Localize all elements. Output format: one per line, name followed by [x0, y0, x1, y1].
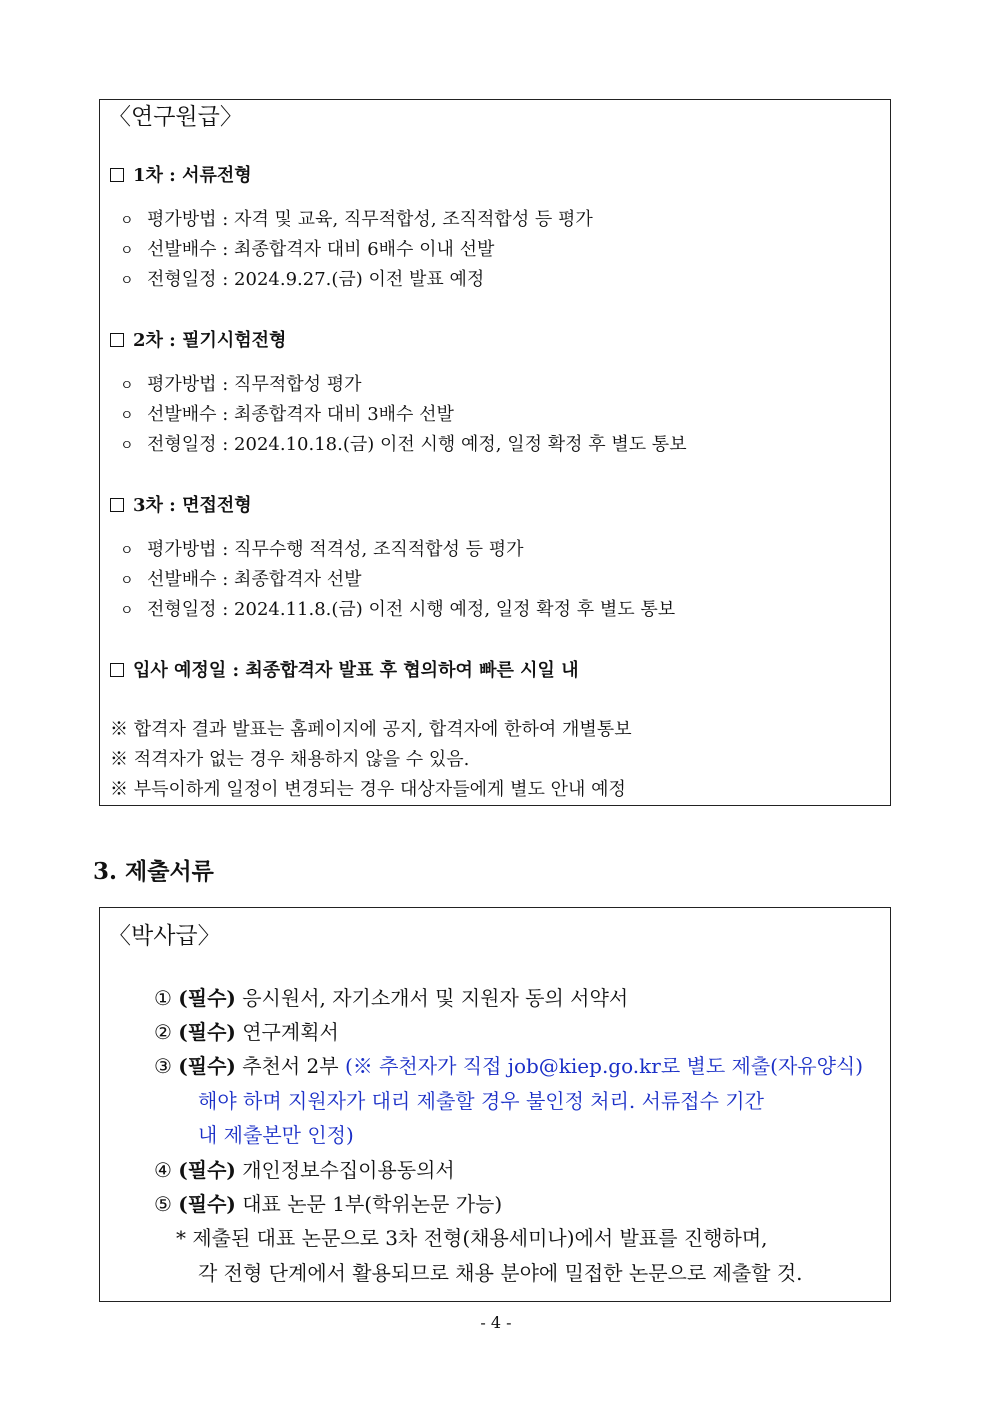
stage3-heading: [110, 497, 252, 515]
doc-item-5: ⑤ (필수) 대표 논문 1부(학위논문 가능): [154, 1192, 503, 1216]
circled-number-3: ③: [154, 1054, 172, 1078]
phd-header: 〈박사급〉: [108, 923, 221, 949]
stage2-item-2: ㅇ 선발배수 : 최종합격자 대비 3배수 선발: [120, 404, 454, 425]
circle-bullet-icon: ㅇ: [120, 243, 134, 259]
stage3-title: 3차 : 면접전형: [133, 495, 252, 516]
section-3-title: 3. 제출서류: [93, 858, 214, 885]
stage2-title: 2차 : 필기시험전형: [133, 330, 287, 351]
stage2-item-1: ㅇ 평가방법 : 직무적합성 평가: [120, 374, 362, 395]
researcher-header: 〈연구원급〉: [108, 104, 243, 130]
footnote-line2: 각 전형 단계에서 활용되므로 채용 분야에 밀접한 논문으로 제출할 것.: [198, 1261, 803, 1285]
checkbox-square-icon: [110, 663, 124, 677]
stage1-title: 1차 : 서류전형: [133, 165, 252, 186]
stage1-heading: [110, 167, 252, 185]
checkbox-square-icon: [110, 168, 124, 182]
note-3: ※ 부득이하게 일정이 변경되는 경우 대상자들에게 별도 안내 예정: [110, 779, 626, 800]
doc-item-2: ② (필수) 연구계획서: [154, 1020, 339, 1044]
circle-bullet-icon: ㅇ: [120, 273, 134, 289]
circled-number-5: ⑤: [154, 1192, 172, 1216]
researcher-selection-box: [99, 99, 891, 806]
recommendation-note: (※ 추천자가 직접 job@kiep.go.kr로 별도 제출(자유양식): [344, 1054, 864, 1078]
circled-number-1: ①: [154, 986, 172, 1010]
checkbox-square-icon: [110, 333, 124, 347]
page-number: - 4 -: [480, 1313, 512, 1332]
required-label: (필수): [178, 1054, 236, 1078]
footnote-line1: * 제출된 대표 논문으로 3차 전형(채용세미나)에서 발표를 진행하며,: [176, 1226, 768, 1250]
note-2: ※ 적격자가 없는 경우 채용하지 않을 수 있음.: [110, 749, 470, 770]
required-label: (필수): [178, 1020, 236, 1044]
stage2-heading: [110, 332, 286, 350]
circle-bullet-icon: ㅇ: [120, 213, 134, 229]
stage1-item-3: ㅇ 전형일정 : 2024.9.27.(금) 이전 발표 예정: [120, 269, 485, 290]
circled-number-4: ④: [154, 1158, 172, 1182]
stage2-item-3: ㅇ 전형일정 : 2024.10.18.(금) 이전 시행 예정, 일정 확정 후 별도 통보: [120, 434, 687, 455]
entry-date-text: 입사 예정일 : 최종합격자 발표 후 협의하여 빠른 시일 내: [133, 660, 579, 681]
checkbox-square-icon: [110, 498, 124, 512]
entry-date-heading: [110, 662, 579, 680]
circle-bullet-icon: ㅇ: [120, 408, 134, 424]
circle-bullet-icon: ㅇ: [120, 543, 134, 559]
doc-item-1: ① (필수) 응시원서, 자기소개서 및 지원자 동의 서약서: [154, 986, 629, 1010]
required-label: (필수): [178, 1158, 236, 1182]
circle-bullet-icon: ㅇ: [120, 573, 134, 589]
doc-item-4: ④ (필수) 개인정보수집이용동의서: [154, 1158, 455, 1182]
phd-documents-box: [99, 907, 891, 1302]
circle-bullet-icon: ㅇ: [120, 378, 134, 394]
circle-bullet-icon: ㅇ: [120, 603, 134, 619]
doc-item-3: ③ (필수) 추천서 2부 (※ 추천자가 직접 job@kiep.go.kr로 별도 제출(자유양식): [154, 1054, 864, 1078]
stage1-item-1: ㅇ 평가방법 : 자격 및 교육, 직무적합성, 조직적합성 등 평가: [120, 209, 593, 230]
note-1: ※ 합격자 결과 발표는 홈페이지에 공지, 합격자에 한하여 개별통보: [110, 719, 632, 740]
recommendation-note-line2: 해야 하며 지원자가 대리 제출할 경우 불인정 처리. 서류접수 기간: [198, 1089, 764, 1113]
stage3-item-3: ㅇ 전형일정 : 2024.11.8.(금) 이전 시행 예정, 일정 확정 후 별도 통보: [120, 599, 676, 620]
circled-number-2: ②: [154, 1020, 172, 1044]
stage3-item-2: ㅇ 선발배수 : 최종합격자 선발: [120, 569, 362, 590]
circle-bullet-icon: ㅇ: [120, 438, 134, 454]
required-label: (필수): [178, 986, 236, 1010]
stage1-item-2: ㅇ 선발배수 : 최종합격자 대비 6배수 이내 선발: [120, 239, 495, 260]
recommendation-note-line3: 내 제출본만 인정): [198, 1123, 354, 1147]
stage3-item-1: ㅇ 평가방법 : 직무수행 적격성, 조직적합성 등 평가: [120, 539, 524, 560]
required-label: (필수): [178, 1192, 236, 1216]
